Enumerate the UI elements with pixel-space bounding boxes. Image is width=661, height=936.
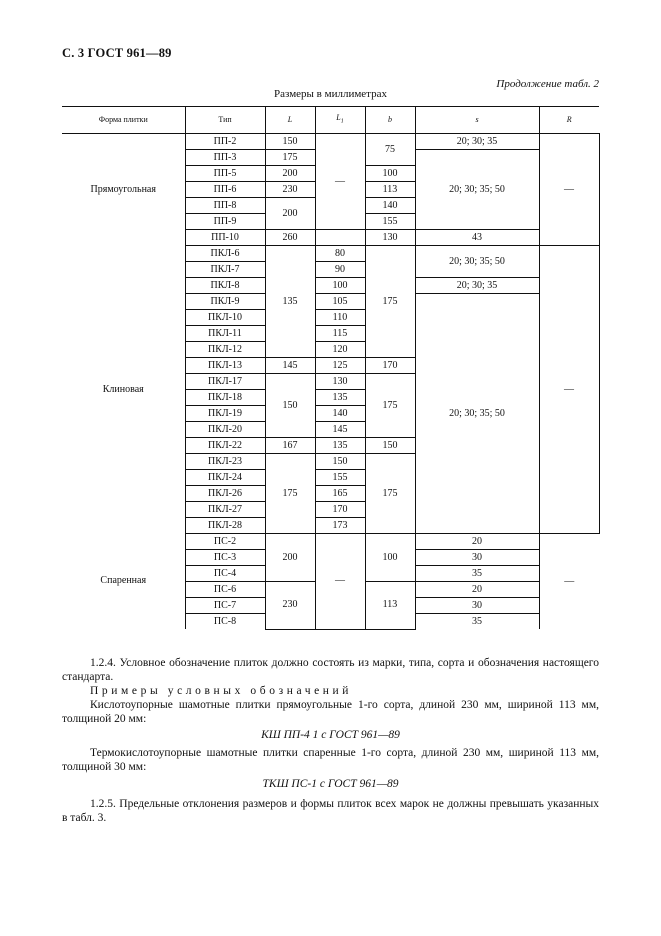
s-cell: 30: [415, 598, 539, 614]
L-cell: 145: [265, 358, 315, 374]
type-cell: ПКЛ-27: [185, 502, 265, 518]
s-cell: 20; 30; 35; 50: [415, 150, 539, 230]
L1-cell: 165: [315, 486, 365, 502]
type-cell: ПП-8: [185, 198, 265, 214]
type-cell: ПКЛ-23: [185, 454, 265, 470]
b-cell: 113: [365, 582, 415, 630]
type-cell: ПКЛ-13: [185, 358, 265, 374]
L1-cell: 80: [315, 246, 365, 262]
group-wedge: Клиновая: [102, 383, 144, 395]
s-cell: 43: [415, 230, 539, 246]
type-cell: ПС-7: [185, 598, 265, 614]
type-cell: ПС-3: [185, 550, 265, 566]
type-cell: ПКЛ-8: [185, 278, 265, 294]
type-cell: ПП-5: [185, 166, 265, 182]
type-cell: ПКЛ-26: [185, 486, 265, 502]
type-cell: ПКЛ-19: [185, 406, 265, 422]
type-cell: ПКЛ-17: [185, 374, 265, 390]
type-cell: ПКЛ-24: [185, 470, 265, 486]
group-paired: Спаренная: [100, 575, 147, 587]
R-cell: —: [539, 534, 599, 630]
table-row: [62, 534, 599, 550]
L1-cell: 115: [315, 326, 365, 342]
b-cell: 175: [365, 454, 415, 534]
L1-cell: 105: [315, 294, 365, 310]
L1-cell: 135: [315, 390, 365, 406]
type-cell: ПП-2: [185, 134, 265, 150]
table-header-row: [62, 107, 599, 134]
L-cell: 230: [265, 582, 315, 630]
type-cell: ПКЛ-12: [185, 342, 265, 358]
s-cell: 35: [415, 566, 539, 582]
L-cell: 200: [265, 166, 315, 182]
group-rectangular: Прямоугольная: [90, 183, 156, 195]
L1-cell: 173: [315, 518, 365, 534]
L-cell: 200: [265, 534, 315, 582]
type-cell: ПКЛ-7: [185, 262, 265, 278]
L-cell: 230: [265, 182, 315, 198]
R-cell: —: [539, 246, 599, 534]
paragraph-1-2-5: 1.2.5. Предельные отклонения размеров и формы плиток всех марок не должны превышать указанных в табл. 3.: [62, 798, 599, 824]
L1-cell: 170: [315, 502, 365, 518]
type-cell: ПС-6: [185, 582, 265, 598]
type-cell: ПС-8: [185, 614, 265, 630]
b-cell: 113: [365, 182, 415, 198]
L1-cell: 155: [315, 470, 365, 486]
L-cell: 175: [265, 150, 315, 166]
b-cell: 175: [365, 246, 415, 358]
b-cell: 150: [365, 438, 415, 454]
L-cell: 150: [265, 134, 315, 150]
type-cell: ПКЛ-22: [185, 438, 265, 454]
col-header-L1: $L_1$: [315, 107, 365, 134]
page-header: С. 3 ГОСТ 961—89: [62, 46, 172, 60]
type-cell: ПП-10: [185, 230, 265, 246]
type-cell: ПКЛ-11: [185, 326, 265, 342]
L-cell: 175: [265, 454, 315, 534]
dimensions-table: [62, 106, 600, 630]
L-cell: 260: [265, 230, 315, 246]
col-header-L: L: [265, 107, 315, 134]
s-cell: 20; 30; 35: [415, 278, 539, 294]
L1-cell: 90: [315, 262, 365, 278]
type-cell: ПС-2: [185, 534, 265, 550]
b-cell: 140: [365, 198, 415, 214]
s-cell: 30: [415, 550, 539, 566]
L1-cell: 140: [315, 406, 365, 422]
L-cell: 150: [265, 374, 315, 438]
col-header-form: Форма плитки: [62, 107, 185, 134]
type-cell: ПКЛ-18: [185, 390, 265, 406]
L1-cell: 100: [315, 278, 365, 294]
b-cell: 100: [365, 166, 415, 182]
type-cell: ПКЛ-9: [185, 294, 265, 310]
b-cell: 75: [365, 134, 415, 166]
L1-cell: —: [315, 134, 365, 230]
type-cell: ПП-3: [185, 150, 265, 166]
L1-cell: 110: [315, 310, 365, 326]
s-cell: 20; 30; 35; 50: [415, 246, 539, 278]
L1-cell: 120: [315, 342, 365, 358]
s-cell: 20: [415, 582, 539, 598]
col-header-R: R: [539, 107, 599, 134]
L-cell: 135: [265, 246, 315, 358]
table-continuation-label: Продолжение табл. 2: [496, 78, 599, 90]
col-header-type: Тип: [185, 107, 265, 134]
type-cell: ПП-6: [185, 182, 265, 198]
examples-heading: Примеры условных обозначений: [90, 685, 353, 697]
L1-cell: 125: [315, 358, 365, 374]
type-cell: ПКЛ-28: [185, 518, 265, 534]
type-cell: ПКЛ-6: [185, 246, 265, 262]
example-1-designation: КШ ПП-4 1 с ГОСТ 961—89: [261, 729, 400, 741]
example-1-description: Кислотоупорные шамотные плитки прямоугольные 1-го сорта, длиной 230 мм, шириной 113 мм, толщиной 20 мм:: [62, 699, 599, 725]
example-2-description: Термокислотоупорные шамотные плитки спаренные 1-го сорта, длиной 230 мм, шириной 113 мм, толщиной 30 мм:: [62, 747, 599, 773]
L1-cell: 150: [315, 454, 365, 470]
b-cell: 175: [365, 374, 415, 438]
type-cell: ПКЛ-20: [185, 422, 265, 438]
type-cell: ПКЛ-10: [185, 310, 265, 326]
col-header-s: s: [415, 107, 539, 134]
L-cell: 167: [265, 438, 315, 454]
b-cell: 130: [365, 230, 415, 246]
type-cell: ПС-4: [185, 566, 265, 582]
b-cell: 155: [365, 214, 415, 230]
s-cell: 35: [415, 614, 539, 630]
R-cell: —: [539, 134, 599, 246]
L1-cell: —: [315, 534, 365, 630]
type-cell: ПП-9: [185, 214, 265, 230]
b-cell: 170: [365, 358, 415, 374]
L1-cell: 130: [315, 374, 365, 390]
table-caption: Размеры в миллиметрах: [274, 88, 387, 100]
L1-cell: 135: [315, 438, 365, 454]
s-cell: 20; 30; 35; 50: [415, 294, 539, 534]
table-row: [62, 246, 599, 262]
b-cell: 100: [365, 534, 415, 582]
L1-cell: [315, 230, 365, 246]
col-header-b: b: [365, 107, 415, 134]
L-cell: 200: [265, 198, 315, 230]
s-cell: 20: [415, 534, 539, 550]
L1-cell: 145: [315, 422, 365, 438]
table-row: [62, 134, 599, 150]
paragraph-1-2-4: 1.2.4. Условное обозначение плиток должно состоять из марки, типа, сорта и обозначения настоящего стандарта.: [62, 657, 599, 683]
s-cell: 20; 30; 35: [415, 134, 539, 150]
example-2-designation: ТКШ ПС-1 с ГОСТ 961—89: [262, 778, 399, 790]
